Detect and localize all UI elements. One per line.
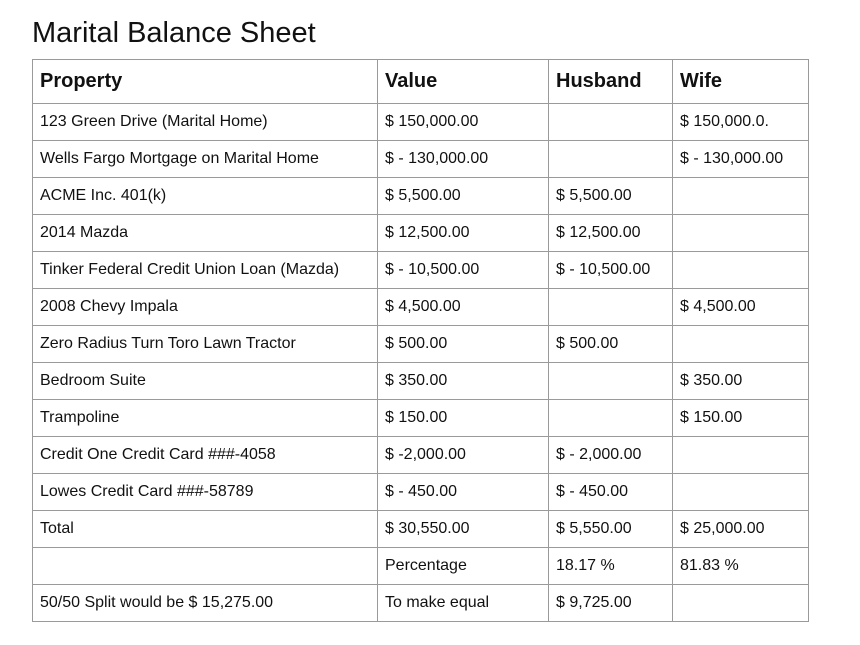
header-husband: Husband: [549, 60, 673, 104]
value-cell: $ - 450.00: [378, 474, 549, 511]
percentage-wife: 81.83 %: [673, 548, 809, 585]
wife-cell: [673, 326, 809, 363]
wife-cell: $ 4,500.00: [673, 289, 809, 326]
split-husband: $ 9,725.00: [549, 585, 673, 622]
husband-cell: [549, 400, 673, 437]
property-cell: ACME Inc. 401(k): [33, 178, 378, 215]
split-caption: To make equal: [378, 585, 549, 622]
husband-cell: [549, 104, 673, 141]
wife-cell: [673, 178, 809, 215]
wife-cell: [673, 437, 809, 474]
table-row: [33, 437, 809, 474]
percentage-caption: Percentage: [378, 548, 549, 585]
property-cell: Credit One Credit Card ###-4058: [33, 437, 378, 474]
value-cell: $ - 10,500.00: [378, 252, 549, 289]
table-row: [33, 215, 809, 252]
percentage-row: [33, 548, 809, 585]
wife-cell: $ 150,000.0.: [673, 104, 809, 141]
husband-cell: [549, 289, 673, 326]
value-cell: $ -2,000.00: [378, 437, 549, 474]
husband-cell: $ 5,500.00: [549, 178, 673, 215]
property-cell: Bedroom Suite: [33, 363, 378, 400]
property-cell: Wells Fargo Mortgage on Marital Home: [33, 141, 378, 178]
husband-cell: $ - 10,500.00: [549, 252, 673, 289]
value-cell: $ 150,000.00: [378, 104, 549, 141]
value-cell: $ 150.00: [378, 400, 549, 437]
wife-cell: $ 350.00: [673, 363, 809, 400]
husband-cell: $ - 2,000.00: [549, 437, 673, 474]
table-row: [33, 104, 809, 141]
page-title: Marital Balance Sheet: [32, 17, 316, 49]
table-row: [33, 400, 809, 437]
property-cell: Zero Radius Turn Toro Lawn Tractor: [33, 326, 378, 363]
total-wife: $ 25,000.00: [673, 511, 809, 548]
husband-cell: $ - 450.00: [549, 474, 673, 511]
total-husband: $ 5,550.00: [549, 511, 673, 548]
balance-sheet-table: [32, 59, 809, 622]
total-value: $ 30,550.00: [378, 511, 549, 548]
table-row: [33, 326, 809, 363]
header-wife: Wife: [673, 60, 809, 104]
table-row: [33, 141, 809, 178]
percentage-label: [33, 548, 378, 585]
husband-cell: [549, 141, 673, 178]
table-row: [33, 289, 809, 326]
table-row: [33, 474, 809, 511]
value-cell: $ 500.00: [378, 326, 549, 363]
property-cell: Lowes Credit Card ###-58789: [33, 474, 378, 511]
split-row: [33, 585, 809, 622]
wife-cell: $ - 130,000.00: [673, 141, 809, 178]
value-cell: $ 5,500.00: [378, 178, 549, 215]
husband-cell: $ 500.00: [549, 326, 673, 363]
header-property: Property: [33, 60, 378, 104]
husband-cell: $ 12,500.00: [549, 215, 673, 252]
total-label: Total: [33, 511, 378, 548]
property-cell: 2008 Chevy Impala: [33, 289, 378, 326]
wife-cell: [673, 252, 809, 289]
header-row: [33, 60, 809, 104]
header-value: Value: [378, 60, 549, 104]
percentage-husband: 18.17 %: [549, 548, 673, 585]
wife-cell: $ 150.00: [673, 400, 809, 437]
value-cell: $ 350.00: [378, 363, 549, 400]
property-cell: Tinker Federal Credit Union Loan (Mazda): [33, 252, 378, 289]
total-row: [33, 511, 809, 548]
table-row: [33, 178, 809, 215]
wife-cell: [673, 474, 809, 511]
split-wife: [673, 585, 809, 622]
property-cell: 123 Green Drive (Marital Home): [33, 104, 378, 141]
property-cell: 2014 Mazda: [33, 215, 378, 252]
table-row: [33, 252, 809, 289]
wife-cell: [673, 215, 809, 252]
husband-cell: [549, 363, 673, 400]
value-cell: $ 4,500.00: [378, 289, 549, 326]
split-label: 50/50 Split would be $ 15,275.00: [33, 585, 378, 622]
property-cell: Trampoline: [33, 400, 378, 437]
table-row: [33, 363, 809, 400]
value-cell: $ 12,500.00: [378, 215, 549, 252]
value-cell: $ - 130,000.00: [378, 141, 549, 178]
